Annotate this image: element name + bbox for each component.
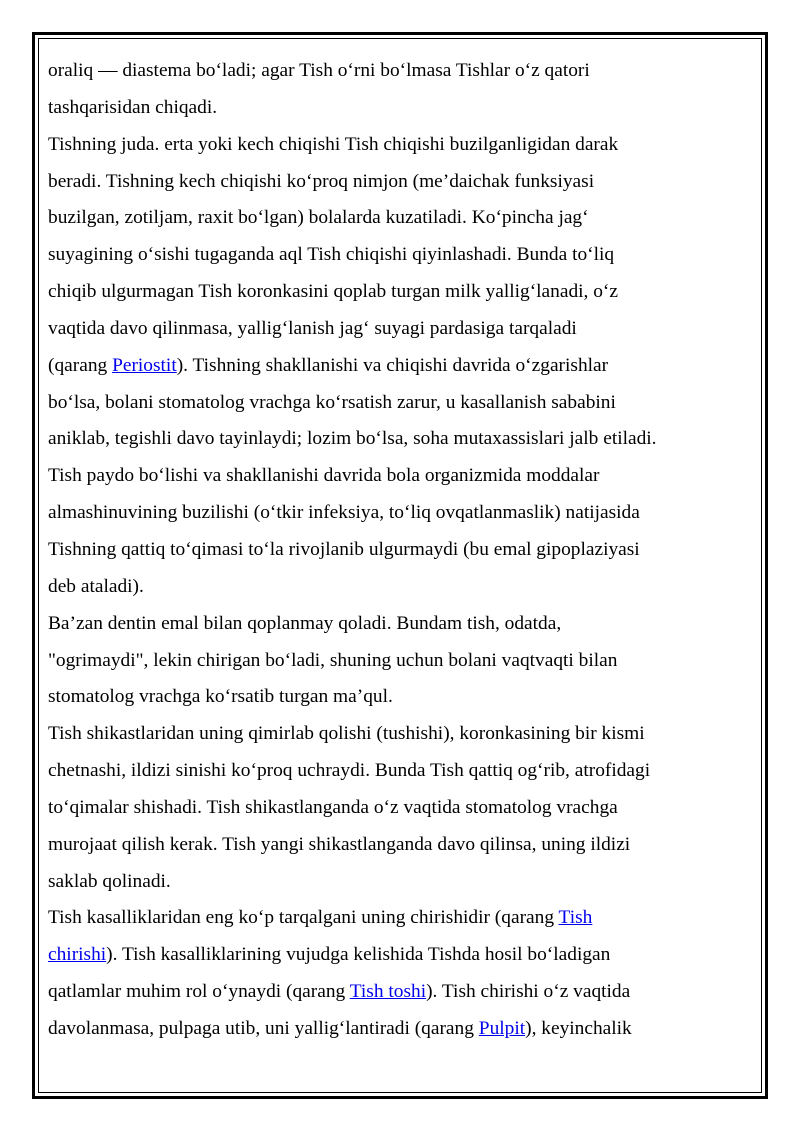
text-segment: beradi. Tishning kech chiqishi ko‘proq nimjon (me’daichak funksiyasi (48, 170, 595, 192)
text-segment: to‘qimalar shishadi. Tish shikastlanganda o‘z vaqtida stomatolog vrachga (48, 796, 618, 818)
text-line (48, 606, 738, 643)
text-segment: deb ataladi). (48, 575, 144, 597)
text-segment: tashqarisidan chiqadi. (48, 96, 218, 118)
text-segment: Tishning qattiq to‘qimasi to‘la rivojlanib ulgurmaydi (bu emal gipoplaziyasi (48, 538, 640, 560)
text-segment: qatlamlar muhim rol o‘ynaydi (qarang (48, 981, 350, 1003)
text-line (48, 937, 738, 974)
text-segment: Ba’zan dentin emal bilan qoplanmay qoladi. Bundam tish, odatda, (48, 612, 562, 634)
text-line (48, 274, 738, 311)
text-segment: vaqtida davo qilinmasa, yallig‘lanish jag‘ suyagi pardasiga tarqaladi (48, 317, 577, 339)
text-line (48, 900, 738, 937)
text-segment: stomatolog vrachga ko‘rsatib turgan ma’qul. (48, 686, 393, 708)
text-segment: ), keyinchalik (525, 1017, 632, 1039)
text-line (48, 200, 738, 237)
text-segment: chiqib ulgurmagan Tish koronkasini qoplab turgan milk yallig‘lanadi, o‘z (48, 281, 618, 303)
text-segment: Tish paydo bo‘lishi va shakllanishi davrida bola organizmida moddalar (48, 465, 600, 487)
text-line (48, 348, 738, 385)
text-segment: ). Tish kasalliklarining vujudga kelishida Tishda hosil bo‘ladigan (106, 944, 611, 966)
text-segment: "ogrimaydi", lekin chirigan bo‘ladi, shuning uchun bolani vaqtvaqti bilan (48, 649, 618, 671)
text-segment: davolanmasa, pulpaga utib, uni yallig‘lantiradi (qarang (48, 1017, 479, 1039)
text-segment: oraliq — diastema bo‘ladi; agar Tish o‘rni bo‘lmasa Tishlar o‘z qatori (48, 60, 590, 81)
text-segment: murojaat qilish kerak. Tish yangi shikastlanganda davo qilinsa, uning ildizi (48, 833, 631, 855)
cross-reference-link[interactable]: chirishi (48, 944, 107, 966)
text-line (48, 90, 738, 127)
cross-reference-link[interactable]: Pulpit (478, 1017, 526, 1039)
text-line (48, 53, 738, 90)
text-segment: ). Tishning shakllanishi va chiqishi davrida o‘zgarishlar (176, 354, 609, 376)
text-line (48, 753, 738, 790)
cross-reference-link[interactable]: Tish (558, 907, 593, 929)
text-line (48, 164, 738, 201)
text-line (48, 716, 738, 753)
text-line (48, 679, 738, 716)
text-line (48, 127, 738, 164)
text-line (48, 974, 738, 1011)
text-line (48, 311, 738, 348)
text-line (48, 569, 738, 606)
text-segment: suyagining o‘sishi tugaganda aql Tish chiqishi qiyinlashadi. Bunda to‘liq (48, 244, 615, 266)
text-segment: aniklab, tegishli davo tayinlaydi; lozim bo‘lsa, soha mutaxassislari jalb etiladi. (48, 428, 657, 450)
text-line (48, 643, 738, 680)
text-line (48, 237, 738, 274)
text-segment: almashinuvining buzilishi (o‘tkir infeksiya, to‘liq ovqatlanmaslik) natijasida (48, 502, 640, 524)
text-segment: saklab qolinadi. (48, 870, 171, 892)
cross-reference-link[interactable]: Tish toshi (349, 981, 427, 1003)
text-segment: buzilgan, zotiljam, raxit bo‘lgan) bolalarda kuzatiladi. Ko‘pincha jag‘ (48, 207, 589, 229)
cross-reference-link[interactable]: Periostit (112, 354, 177, 376)
text-segment: bo‘lsa, bolani stomatolog vrachga ko‘rsatish zarur, u kasallanish sababini (48, 391, 616, 413)
text-segment: Tish kasalliklaridan eng ko‘p tarqalgani uning chirishidir (qarang (48, 907, 559, 929)
text-line (48, 495, 738, 532)
text-line (48, 458, 738, 495)
text-line (48, 790, 738, 827)
text-segment: (qarang (48, 354, 113, 376)
document-body (48, 53, 738, 1048)
text-line (48, 864, 738, 901)
text-line (48, 1011, 738, 1048)
text-segment: ). Tish chirishi o‘z vaqtida (426, 981, 631, 1003)
text-segment: Tishning juda. erta yoki kech chiqishi Tish chiqishi buzilganligidan darak (48, 133, 619, 155)
text-line (48, 532, 738, 569)
text-segment: Tish shikastlaridan uning qimirlab qolishi (tushishi), koronkasining bir kismi (48, 723, 645, 745)
text-line (48, 385, 738, 422)
text-segment: chetnashi, ildizi sinishi ko‘proq uchraydi. Bunda Tish qattiq og‘rib, atrofidagi (48, 760, 651, 782)
text-line (48, 827, 738, 864)
text-line (48, 421, 738, 458)
